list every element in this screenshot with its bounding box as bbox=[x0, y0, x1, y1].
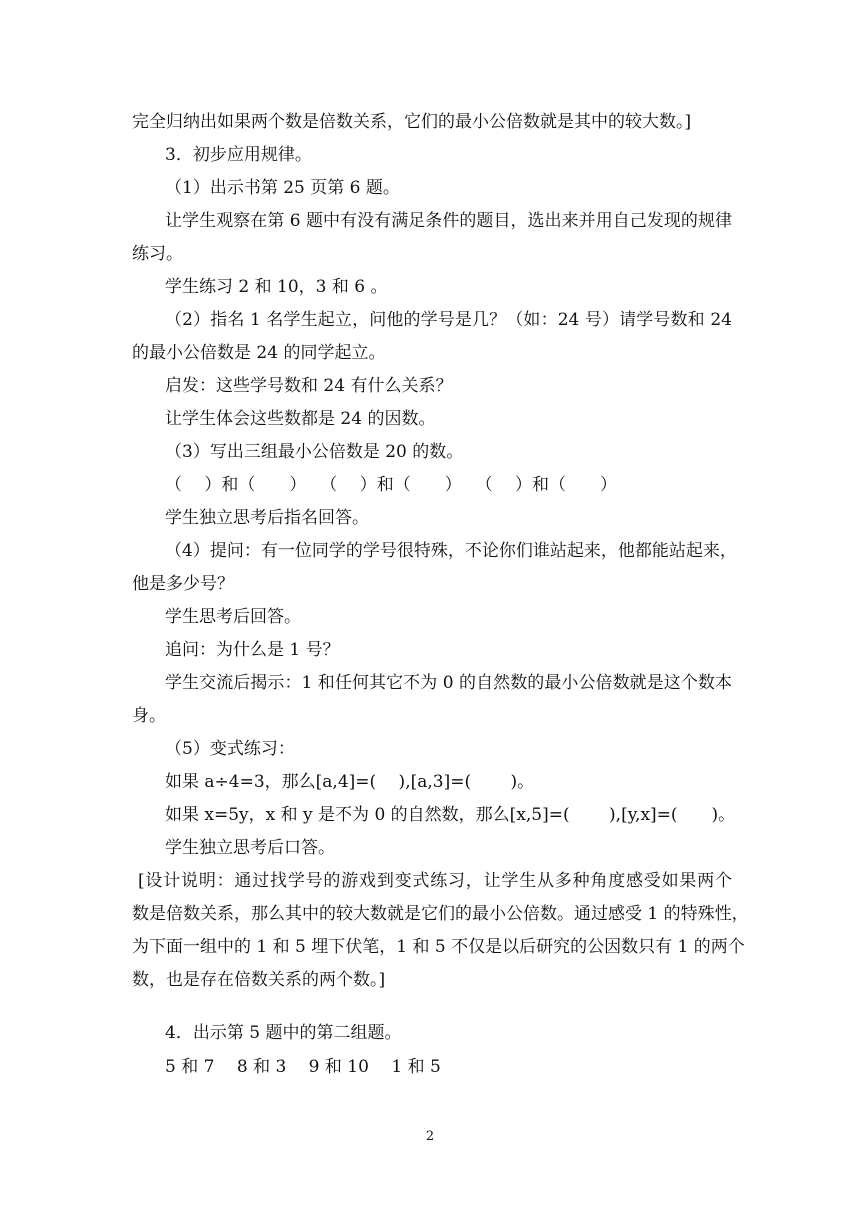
text-line: 的最小公倍数是 24 的同学起立。 bbox=[132, 343, 386, 363]
text-line: 他是多少号？ bbox=[132, 574, 234, 594]
answer-blanks: （ ）和（ ） （ ）和（ ） （ ）和（ ） bbox=[165, 475, 618, 495]
text-line: 学生思考后回答。 bbox=[165, 607, 301, 627]
text-line: 让学生观察在第 6 题中有没有满足条件的题目，选出来并用自己发现的规律 bbox=[165, 211, 732, 231]
text-line: 启发：这些学号数和 24 有什么关系？ bbox=[165, 376, 453, 396]
text-line: （1）出示书第 25 页第 6 题。 bbox=[165, 178, 400, 198]
exercise-line: 如果 x=5y，x 和 y 是不为 0 的自然数，那么[x,5]=( ),[y,x]=( )。 bbox=[165, 805, 736, 825]
text-line: （5）变式练习： bbox=[165, 739, 295, 759]
exercise-line: 如果 a÷4=3，那么[a,4]=( ),[a,3]=( )。 bbox=[165, 772, 535, 792]
text-line: （4）提问：有一位同学的学号很特殊，不论你们谁站起来，他都能站起来， bbox=[165, 541, 737, 561]
text-line: 让学生体会这些数都是 24 的因数。 bbox=[165, 409, 436, 429]
page-number: 2 bbox=[425, 1129, 435, 1144]
text-line: 5 和 7 8 和 3 9 和 10 1 和 5 bbox=[165, 1057, 441, 1077]
design-note-line: [设计说明：通过找学号的游戏到变式练习，让学生从多种角度感受如果两个 bbox=[138, 871, 732, 891]
design-note-line: 为下面一组中的 1 和 5 埋下伏笔，1 和 5 不仅是以后研究的公因数只有 1 的两个 bbox=[132, 937, 745, 957]
text-line: 追问：为什么是 1 号？ bbox=[165, 640, 340, 660]
text-line: 身。 bbox=[132, 706, 166, 726]
section-heading: 4．出示第 5 题中的第二组题。 bbox=[165, 1023, 402, 1043]
text-line: 练习。 bbox=[132, 244, 183, 264]
text-line: 完全归纳出如果两个数是倍数关系，它们的最小公倍数就是其中的较大数。] bbox=[132, 112, 692, 132]
text-line: 学生独立思考后指名回答。 bbox=[165, 508, 369, 528]
design-note-line: 数是倍数关系，那么其中的较大数就是它们的最小公倍数。通过感受 1 的特殊性， bbox=[132, 904, 749, 924]
text-line: （2）指名 1 名学生起立，问他的学号是几？（如：24 号）请学号数和 24 bbox=[165, 310, 732, 330]
text-line: 学生练习 2 和 10，3 和 6 。 bbox=[165, 277, 388, 297]
text-line: 学生交流后揭示：1 和任何其它不为 0 的自然数的最小公倍数就是这个数本 bbox=[165, 673, 732, 693]
section-heading: 3．初步应用规律。 bbox=[165, 145, 312, 165]
text-line: 学生独立思考后口答。 bbox=[165, 838, 335, 858]
text-line: （3）写出三组最小公倍数是 20 的数。 bbox=[165, 442, 464, 462]
design-note-line: 数，也是存在倍数关系的两个数。] bbox=[132, 970, 386, 990]
